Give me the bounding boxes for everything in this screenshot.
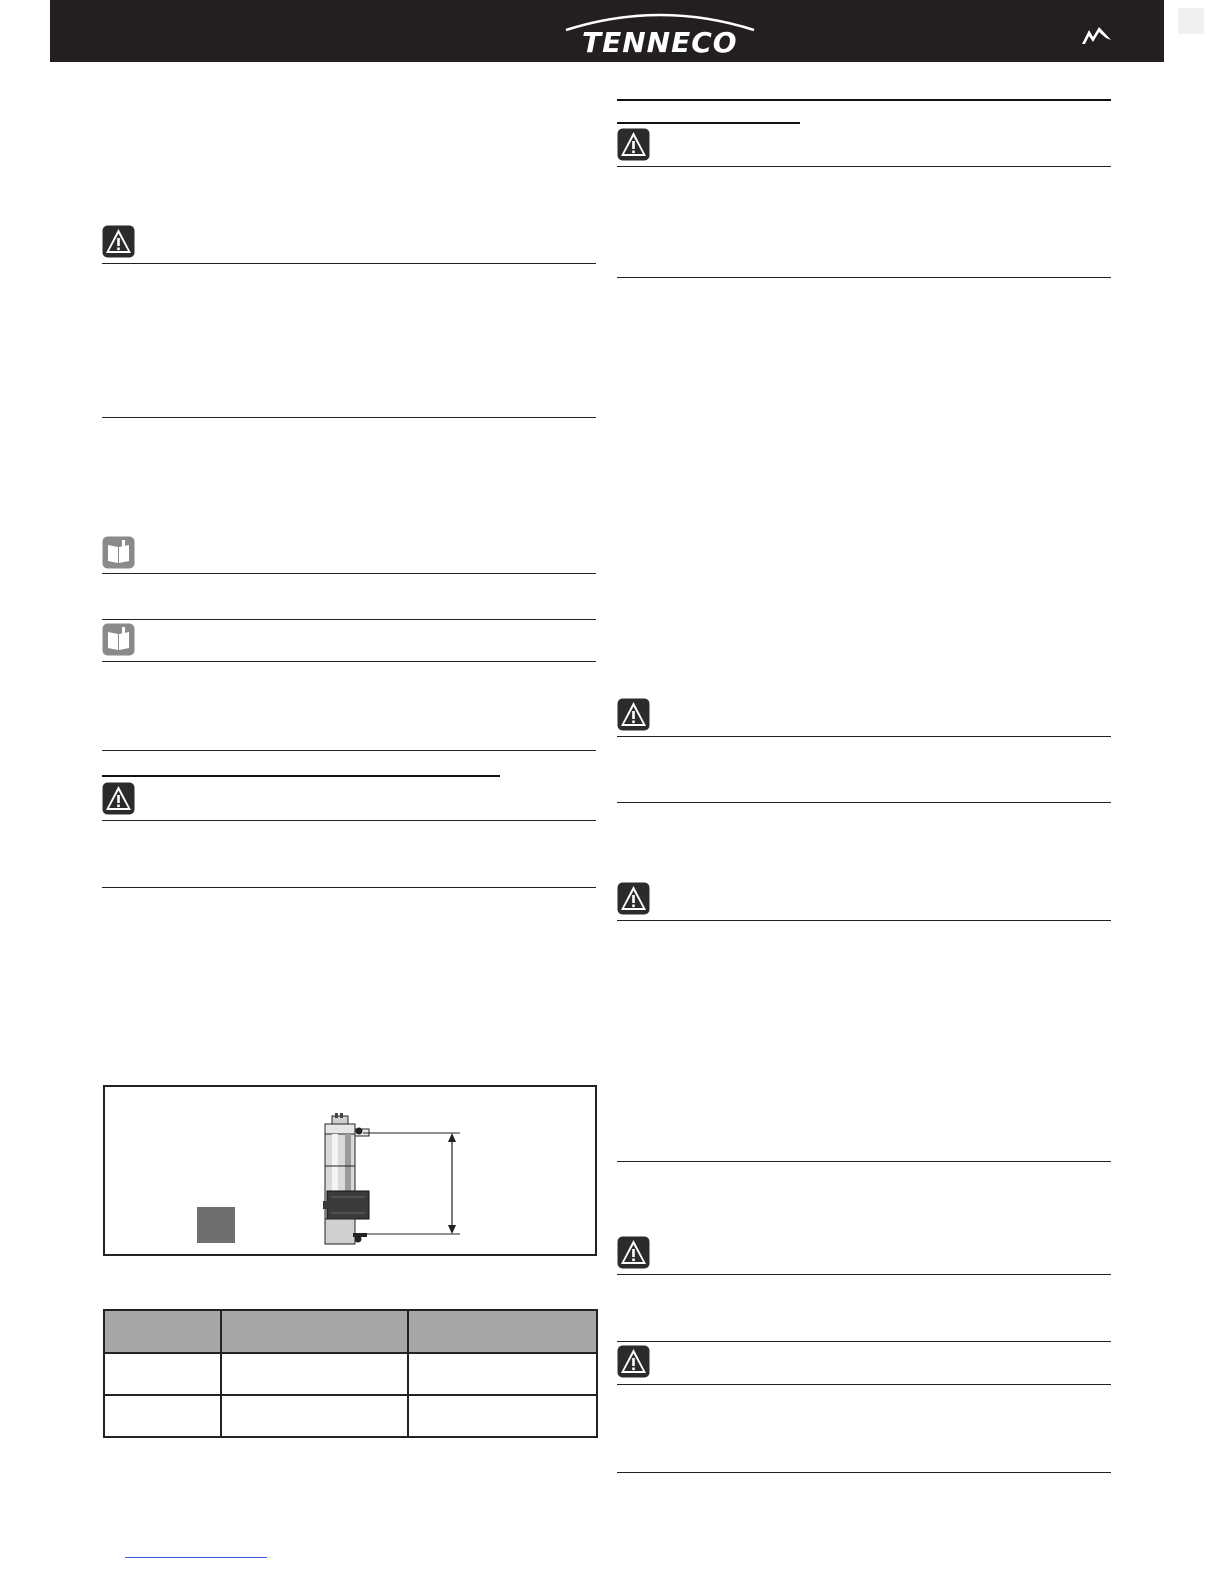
warning-icon — [617, 1236, 650, 1269]
divider — [617, 1161, 1111, 1162]
divider — [102, 820, 596, 821]
logo-text: TENNECO — [582, 26, 738, 59]
table-header-row — [104, 1310, 597, 1353]
divider — [617, 1274, 1111, 1275]
divider — [617, 277, 1111, 278]
table-row — [104, 1395, 597, 1437]
shock-absorber-drawing-icon — [305, 1111, 505, 1251]
divider — [617, 802, 1111, 803]
table-cell — [408, 1353, 597, 1395]
figure-box — [103, 1085, 597, 1256]
read-manual-icon — [102, 536, 135, 569]
divider — [617, 1341, 1111, 1342]
table-header-cell — [221, 1310, 408, 1353]
table-cell — [221, 1353, 408, 1395]
corner-mark-icon — [1176, 6, 1206, 36]
table-cell — [104, 1353, 221, 1395]
divider — [102, 887, 596, 888]
divider — [617, 1384, 1111, 1385]
color-swatch — [197, 1207, 235, 1243]
warning-icon — [102, 782, 135, 815]
mountain-peak-icon — [1080, 24, 1114, 48]
divider — [102, 417, 596, 418]
warning-icon — [617, 882, 650, 915]
divider — [617, 166, 1111, 167]
section-heading-underline — [617, 122, 800, 124]
divider — [102, 573, 596, 574]
divider — [102, 263, 596, 264]
footer-link[interactable] — [125, 1557, 267, 1558]
divider — [102, 750, 596, 751]
page-header — [50, 0, 1164, 62]
divider — [102, 619, 596, 620]
divider — [617, 920, 1111, 921]
divider — [617, 1472, 1111, 1473]
table-cell — [221, 1395, 408, 1437]
spec-table — [103, 1309, 598, 1438]
table-header-cell — [104, 1310, 221, 1353]
divider — [102, 661, 596, 662]
divider — [617, 99, 1111, 101]
table-cell — [408, 1395, 597, 1437]
warning-icon — [617, 698, 650, 731]
warning-icon — [617, 128, 650, 161]
warning-icon — [617, 1345, 650, 1378]
table-cell — [104, 1395, 221, 1437]
divider — [617, 736, 1111, 737]
table-header-cell — [408, 1310, 597, 1353]
read-manual-icon — [102, 623, 135, 656]
tenneco-logo — [560, 8, 760, 60]
table-row — [104, 1353, 597, 1395]
warning-icon — [102, 225, 135, 258]
section-heading-underline — [102, 775, 500, 777]
